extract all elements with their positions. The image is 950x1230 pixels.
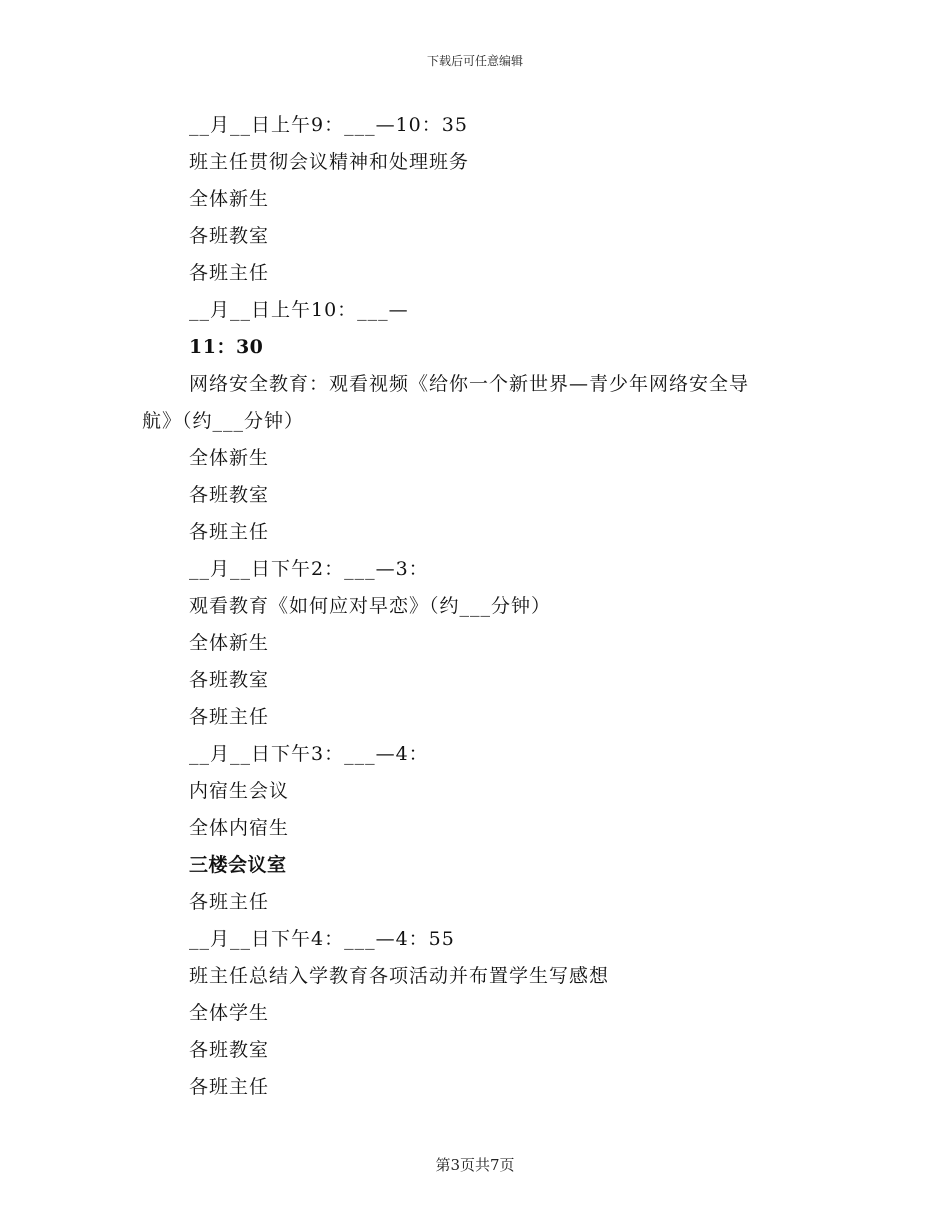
responsible-line: 各班主任 xyxy=(189,1076,270,1098)
location-line: 各班教室 xyxy=(189,669,270,691)
location-line: 各班教室 xyxy=(189,484,270,506)
page-footer: 第3页共7页 xyxy=(435,1156,515,1174)
location-line: 各班教室 xyxy=(189,1039,270,1061)
page-header: 下载后可任意编辑 xyxy=(426,54,523,68)
schedule-time-line: __月__日上午10：___— xyxy=(189,299,409,321)
activity-line: 网络安全教育：观看视频《给你一个新世界—青少年网络安全导 xyxy=(189,373,750,395)
responsible-line: 各班主任 xyxy=(189,521,270,543)
activity-line: 班主任贯彻会议精神和处理班务 xyxy=(189,151,470,173)
participants-line: 全体内宿生 xyxy=(189,817,290,839)
schedule-time-line: __月__日上午9：___—10：35 xyxy=(189,114,468,136)
participants-line: 全体新生 xyxy=(189,447,270,469)
schedule-time-line: __月__日下午3：___—4： xyxy=(189,743,429,765)
location-line: 三楼会议室 xyxy=(189,854,287,876)
activity-line: 观看教育《如何应对早恋》（约___分钟） xyxy=(189,595,552,617)
schedule-time-continuation: 11：30 xyxy=(189,336,264,358)
participants-line: 全体新生 xyxy=(189,188,270,210)
document-body xyxy=(142,107,806,1106)
participants-line: 全体新生 xyxy=(189,632,270,654)
location-line: 各班教室 xyxy=(189,225,270,247)
responsible-line: 各班主任 xyxy=(189,706,270,728)
responsible-line: 各班主任 xyxy=(189,262,270,284)
schedule-time-line: __月__日下午4：___—4：55 xyxy=(189,928,455,950)
activity-line: 班主任总结入学教育各项活动并布置学生写感想 xyxy=(189,965,610,987)
responsible-line: 各班主任 xyxy=(189,891,270,913)
activity-line: 内宿生会议 xyxy=(189,780,290,802)
participants-line: 全体学生 xyxy=(189,1002,270,1024)
activity-line-continuation: 航》（约___分钟） xyxy=(142,410,305,432)
schedule-time-line: __月__日下午2：___—3： xyxy=(189,558,429,580)
